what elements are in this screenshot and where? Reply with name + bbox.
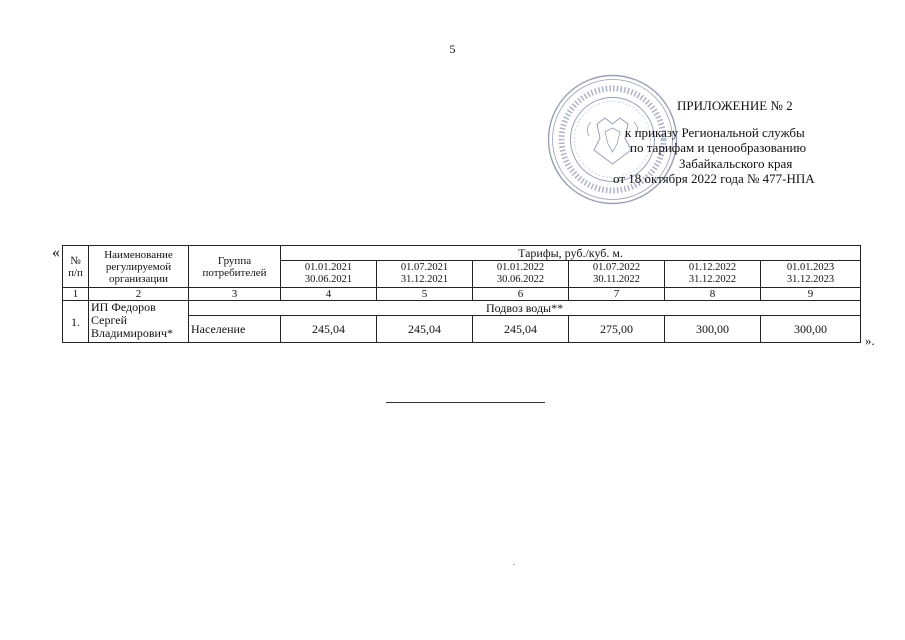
period-header — [665, 261, 761, 288]
service-name: Подвоз воды** — [189, 301, 861, 316]
column-number: 6 — [473, 288, 569, 301]
appendix-line-3: Забайкальского края — [679, 155, 793, 171]
period-from: 01.07.2021 — [400, 262, 449, 273]
column-number: 7 — [569, 288, 665, 301]
period-from: 01.07.2022 — [592, 262, 641, 273]
appendix-block — [595, 98, 895, 187]
tariff-value: 245,04 — [281, 316, 377, 343]
period-to: 30.06.2022 — [496, 274, 545, 285]
period-to: 30.06.2021 — [304, 274, 353, 285]
period-header — [377, 261, 473, 288]
period-to: 31.12.2023 — [786, 274, 835, 285]
header-num: № п/п — [63, 246, 89, 288]
tariff-value: 300,00 — [665, 316, 761, 343]
period-to: 31.12.2022 — [688, 274, 737, 285]
period-header — [569, 261, 665, 288]
column-number-row — [63, 288, 861, 301]
closing-quote: ». — [865, 333, 875, 348]
header-tariffs: Тарифы, руб./куб. м. — [281, 246, 861, 261]
period-to: 31.12.2021 — [400, 274, 449, 285]
tariff-value: 245,04 — [377, 316, 473, 343]
header-group: Группа потребителей — [189, 246, 281, 288]
consumer-group: Население — [189, 316, 281, 343]
header-org: Наименование регулируемой организации — [89, 246, 189, 288]
org-name: ИП Федоров Сергей Владимирович* — [89, 301, 189, 343]
period-header — [473, 261, 569, 288]
column-number: 1 — [63, 288, 89, 301]
column-number: 3 — [189, 288, 281, 301]
scan-dot — [513, 564, 515, 565]
appendix-line-2: по тарифам и ценообразованию — [630, 140, 807, 155]
period-header — [281, 261, 377, 288]
tariff-value: 245,04 — [473, 316, 569, 343]
separator-line — [386, 402, 545, 403]
period-to: 30.11.2022 — [593, 274, 640, 285]
tariff-value: 300,00 — [761, 316, 861, 343]
period-header — [761, 261, 861, 288]
period-from: 01.01.2023 — [786, 262, 835, 273]
page-number: 5 — [449, 42, 456, 56]
tariff-table — [62, 245, 861, 343]
period-from: 01.01.2021 — [304, 262, 353, 273]
column-number: 4 — [281, 288, 377, 301]
column-number: 9 — [761, 288, 861, 301]
appendix-line-4: от 18 октября 2022 года № 477-НПА — [613, 171, 815, 186]
table-row — [63, 301, 861, 316]
appendix-title: ПРИЛОЖЕНИЕ № 2 — [677, 98, 793, 113]
period-from: 01.12.2022 — [688, 262, 737, 273]
tariff-value: 275,00 — [569, 316, 665, 343]
column-number: 8 — [665, 288, 761, 301]
column-number: 5 — [377, 288, 473, 301]
row-number: 1. — [63, 301, 89, 343]
column-number: 2 — [89, 288, 189, 301]
opening-quote: « — [52, 244, 60, 261]
period-from: 01.01.2022 — [496, 262, 545, 273]
appendix-line-1: к приказу Региональной службы — [625, 124, 805, 140]
